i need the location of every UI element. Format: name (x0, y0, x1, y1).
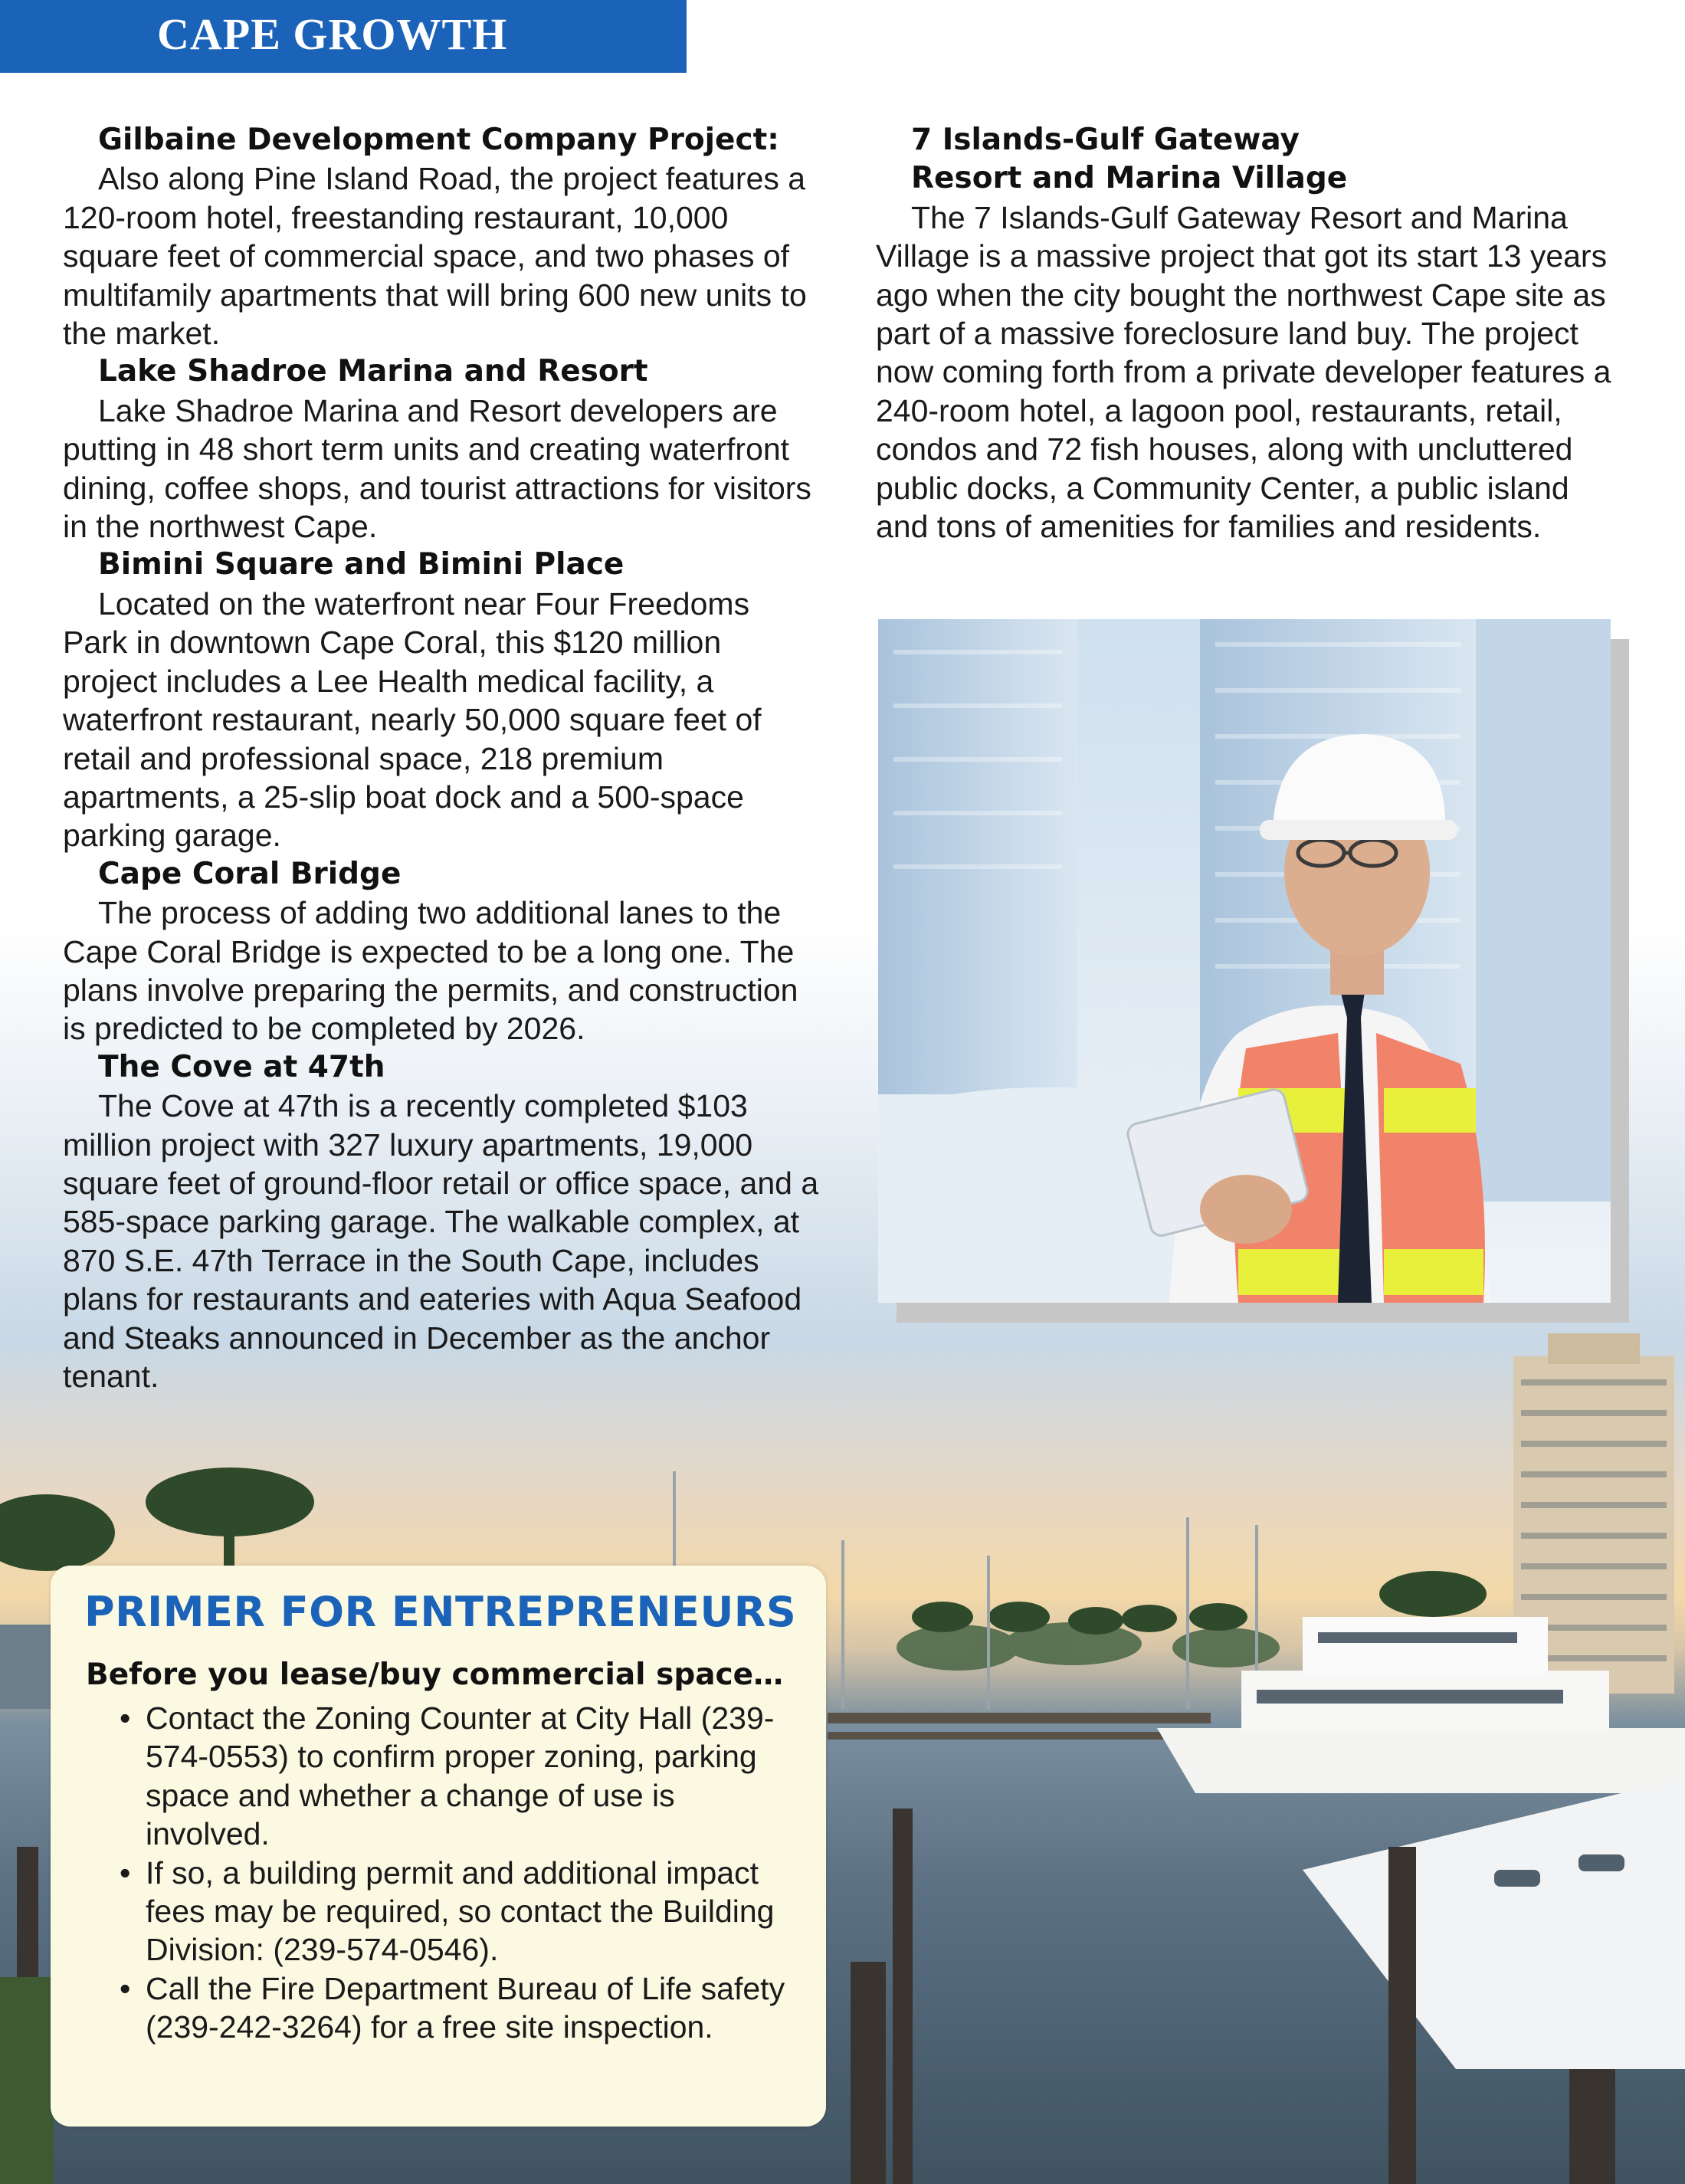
primer-list (120, 1699, 794, 2047)
article-cape-coral-bridge (63, 855, 821, 1048)
article-7-islands (876, 121, 1611, 546)
article-lake-shadroe (63, 353, 821, 546)
bullet-icon: • (120, 1854, 131, 1891)
article-cove-47th (63, 1048, 821, 1396)
article-heading: Cape Coral Bridge (98, 856, 402, 891)
primer-item-text: If so, a building permit and additional impact fees may be required, so contact the Building Division: (239-574-0546). (146, 1854, 775, 1968)
section-banner (0, 0, 687, 73)
primer-item (120, 1699, 794, 1854)
primer-subtitle: Before you lease/buy commercial space… (86, 1658, 784, 1692)
right-column (876, 121, 1611, 546)
article-heading: Bimini Square and Bimini Place (98, 547, 624, 582)
yacht-foreground (1303, 1778, 1685, 2069)
article-bimini (63, 546, 821, 854)
article-heading-line2: Resort and Marina Village (911, 161, 1348, 196)
article-body: The Cove at 47th is a recently completed $103 million project with 327 luxury apartments, 19,000 square feet of ground-floor retail or office space, and a 585-space parking garage. The walkable complex, at 870 S.E. 47th Terrace in the South Cape, includes plans for restaurants and eateries with Aqua Seafood and Steaks announced in December as the anchor tenant. (63, 1088, 819, 1394)
article-body: Located on the waterfront near Four Freedoms Park in downtown Cape Coral, this $120 million project includes a Lee Health medical facility, a waterfront restaurant, nearly 50,000 square feet of retail and professional space, 218 premium apartments, a 25-slip boat dock and a 500-space parking garage. (63, 585, 762, 854)
article-gilbaine (63, 121, 821, 353)
article-body: The process of adding two additional lanes to the Cape Coral Bridge is expected to be a long one. The plans involve preparing the permits, and construction is predicted to be completed by 2026. (63, 895, 798, 1047)
primer-item (120, 1969, 794, 2047)
primer-title: PRIMER FOR ENTREPRENEURS (84, 1588, 797, 1636)
section-title: CAPE GROWTH (157, 9, 508, 59)
article-heading: The Cove at 47th (98, 1049, 385, 1084)
engineer-photo (878, 619, 1611, 1303)
article-heading: Gilbaine Development Company Project: (98, 123, 779, 157)
primer-item-text: Contact the Zoning Counter at City Hall (239-574-0553) to confirm proper zoning, parking space and whether a change of use is involved. (146, 1700, 775, 1852)
article-body: Lake Shadroe Marina and Resort developers are putting in 48 short term units and creating waterfront dining, coffee shops, and tourist attractions for visitors in the northwest Cape. (63, 392, 811, 545)
primer-box (51, 1566, 826, 2127)
article-heading: Lake Shadroe Marina and Resort (98, 354, 648, 389)
docks (828, 1713, 1211, 1740)
bullet-icon: • (120, 1700, 131, 1736)
bullet-icon: • (120, 1970, 131, 2006)
primer-item-text: Call the Fire Department Bureau of Life safety (239-242-3264) for a free site inspection. (146, 1970, 785, 2045)
left-column (63, 121, 821, 1395)
article-heading-line1: 7 Islands-Gulf Gateway (911, 123, 1300, 157)
engineer-illustration (878, 619, 1611, 1303)
article-body: The 7 Islands-Gulf Gateway Resort and Marina Village is a massive project that got its start 13 years ago when the city bought the northwest Cape site as part of a massive foreclosure land buy. The project now coming forth from a private developer features a 240-room hotel, a lagoon pool, restaurants, retail, condos and 72 fish houses, along with uncluttered public docks, a Community Center, a public island and tons of amenities for families and residents. (876, 199, 1611, 545)
article-body: Also along Pine Island Road, the project features a 120-room hotel, freestanding restaurant, 10,000 square feet of commercial space, and two phases of multifamily apartments that will bring 600 new units to the market. (63, 161, 807, 352)
primer-item (120, 1854, 794, 1969)
